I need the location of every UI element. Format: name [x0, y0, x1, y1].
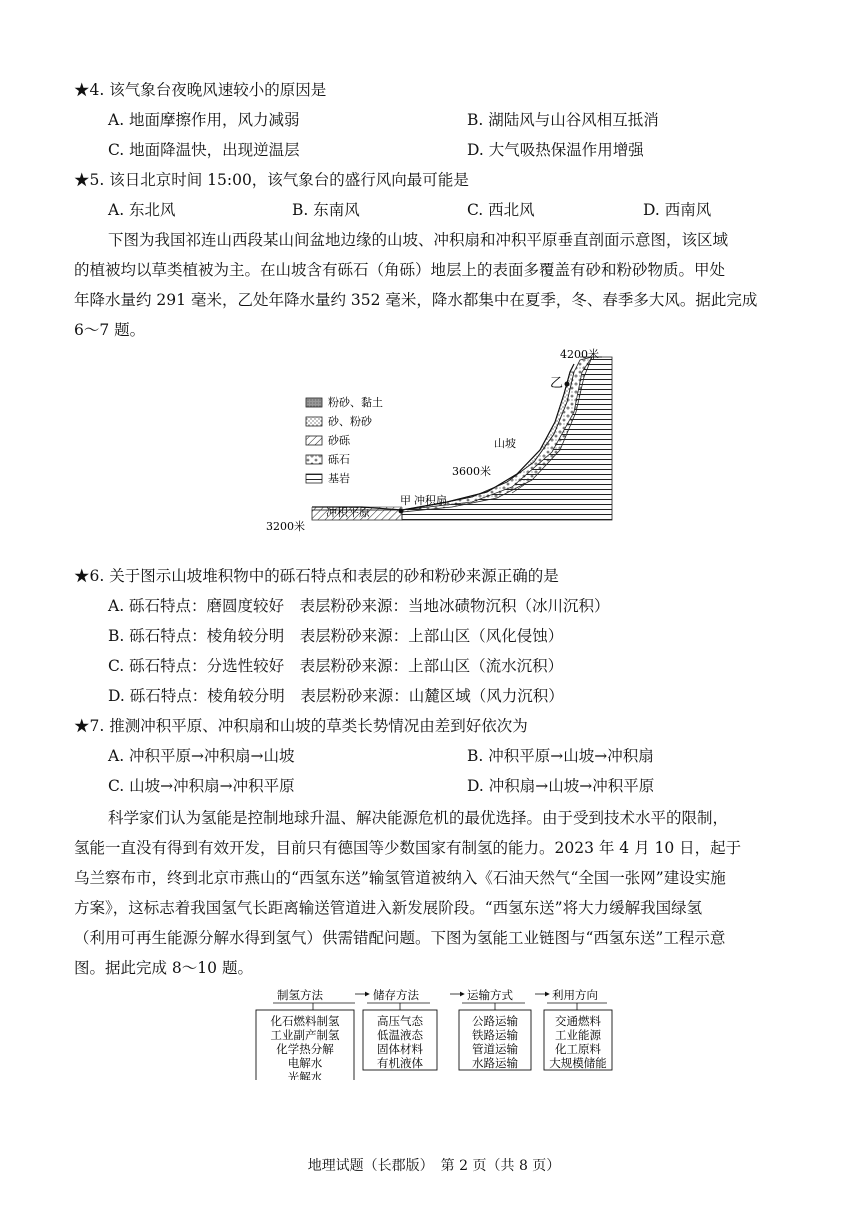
chain-item: 工业副产制氢	[270, 1028, 340, 1042]
chain-item: 光解水	[287, 1070, 323, 1080]
q4-stem: ★4. 该气象台夜晚风速较小的原因是	[74, 81, 327, 99]
q5-option-c: C. 西北风	[467, 201, 535, 219]
chain-item: 工业能源	[555, 1028, 601, 1042]
para1-line: 的植被均以草类植被为主。在山坡含有砾石（角砾）地层上的表面多覆盖有砂和粉砂物质。甲处	[74, 261, 726, 279]
q5-option-a: A. 东北风	[108, 201, 176, 219]
chain-item: 铁路运输	[472, 1028, 518, 1042]
chain-item: 有机液体	[377, 1056, 423, 1070]
legend-label: 砂、粉砂	[328, 415, 372, 428]
chain-item: 公路运输	[472, 1014, 518, 1028]
q6-option-d: D. 砾石特点：棱角较分明 表层粉砂来源：山麓区域（风力沉积）	[108, 687, 564, 705]
q6-stem: ★6. 关于图示山坡堆积物中的砾石特点和表层的砂和粉砂来源正确的是	[74, 567, 559, 585]
legend-label: 砾石	[328, 453, 350, 466]
chain-header-production: 制氢方法	[277, 988, 323, 1002]
cross-section-diagram	[262, 342, 622, 542]
chain-item: 管道运输	[472, 1042, 518, 1056]
point-jia	[399, 509, 404, 514]
para2-line: 科学家们认为氢能是控制地球升温、解决能源危机的最优选择。由于受到技术水平的限制，	[108, 809, 729, 827]
para2-line: 图。据此完成 8～10 题。	[74, 959, 253, 977]
label-plain: 冲积平原	[326, 506, 370, 519]
chain-item: 低温液态	[377, 1028, 423, 1042]
label-fan: 冲积扇	[414, 494, 447, 507]
q7-option-a: A. 冲积平原→冲积扇→山坡	[108, 747, 295, 765]
legend	[306, 395, 383, 485]
legend-label: 粉砂、黏土	[328, 396, 383, 409]
para2-line: （利用可再生能源分解水得到氢气）供需错配问题。下图为氢能工业链图与“西氢东送”工程示意	[74, 929, 726, 947]
chain-item: 高压气态	[377, 1014, 423, 1028]
page-footer: 地理试题（长郡版） 第 2 页（共 8 页）	[307, 1158, 561, 1174]
q7-option-b: B. 冲积平原→山坡→冲积扇	[467, 747, 654, 765]
label-yi: 乙	[550, 376, 564, 391]
q5-option-b: B. 东南风	[292, 201, 360, 219]
elevation-3200: 3200米	[266, 520, 305, 533]
q7-option-d: D. 冲积扇→山坡→冲积平原	[467, 777, 655, 795]
label-jia: 甲	[400, 494, 411, 507]
chain-item: 化石燃料制氢	[270, 1014, 340, 1028]
chain-item: 大规模储能	[549, 1056, 607, 1070]
para1-line: 年降水量约 291 毫米，乙处年降水量约 352 毫米，降水都集中在夏季，冬、春季多大风。据此完成	[74, 291, 758, 309]
chain-header-storage: 储存方法	[373, 988, 419, 1002]
para2-line: 氢能一直没有得到有效开发，目前只有德国等少数国家有制氢的能力。2023 年 4 月 10 日，起于	[74, 839, 742, 857]
hydrogen-chain-diagram	[255, 985, 615, 1080]
q5-option-d: D. 西南风	[643, 201, 712, 219]
q7-option-c: C. 山坡→冲积扇→冲积平原	[108, 777, 295, 795]
chain-item: 水路运输	[472, 1056, 518, 1070]
chain-item: 化工原料	[555, 1042, 601, 1056]
point-yi	[565, 382, 570, 387]
para2-line: 乌兰察布市，终到北京市燕山的“西氢东送”输氢管道被纳入《石油天然气“全国一张网”建设实施	[74, 869, 726, 887]
q5-stem: ★5. 该日北京时间 15:00，该气象台的盛行风向最可能是	[74, 171, 469, 189]
q4-option-b: B. 湖陆风与山谷风相互抵消	[467, 111, 659, 129]
legend-label: 基岩	[328, 472, 350, 485]
label-slope: 山坡	[494, 437, 516, 450]
q4-option-a: A. 地面摩擦作用，风力减弱	[108, 111, 300, 129]
chain-item: 固体材料	[377, 1042, 423, 1056]
legend-label: 砂砾	[328, 434, 350, 447]
q7-stem: ★7. 推测冲积平原、冲积扇和山坡的草类长势情况由差到好依次为	[74, 717, 528, 735]
chain-item: 电解水	[287, 1056, 323, 1070]
q6-option-c: C. 砾石特点：分选性较好 表层粉砂来源：上部山区（流水沉积）	[108, 657, 564, 675]
chain-header-transport: 运输方式	[467, 988, 513, 1002]
para2-line: 方案》，这标志着我国氢气长距离输送管道进入新发展阶段。“西氢东送”将大力缓解我国绿氢	[74, 899, 703, 917]
chain-item: 化学热分解	[276, 1042, 334, 1056]
chain-item: 交通燃料	[555, 1014, 601, 1028]
q6-option-a: A. 砾石特点：磨圆度较好 表层粉砂来源：当地冰碛物沉积（冰川沉积）	[108, 597, 610, 615]
q4-option-d: D. 大气吸热保温作用增强	[467, 141, 644, 159]
q4-option-c: C. 地面降温快，出现逆温层	[108, 141, 300, 159]
para1-line: 下图为我国祁连山西段某山间盆地边缘的山坡、冲积扇和冲积平原垂直剖面示意图，该区域	[108, 231, 729, 249]
elevation-4200: 4200米	[560, 348, 599, 361]
q6-option-b: B. 砾石特点：棱角较分明 表层粉砂来源：上部山区（风化侵蚀）	[108, 627, 564, 645]
para1-line: 6～7 题。	[74, 321, 146, 339]
elevation-3600: 3600米	[452, 465, 491, 478]
chain-header-usage: 利用方向	[552, 988, 598, 1002]
